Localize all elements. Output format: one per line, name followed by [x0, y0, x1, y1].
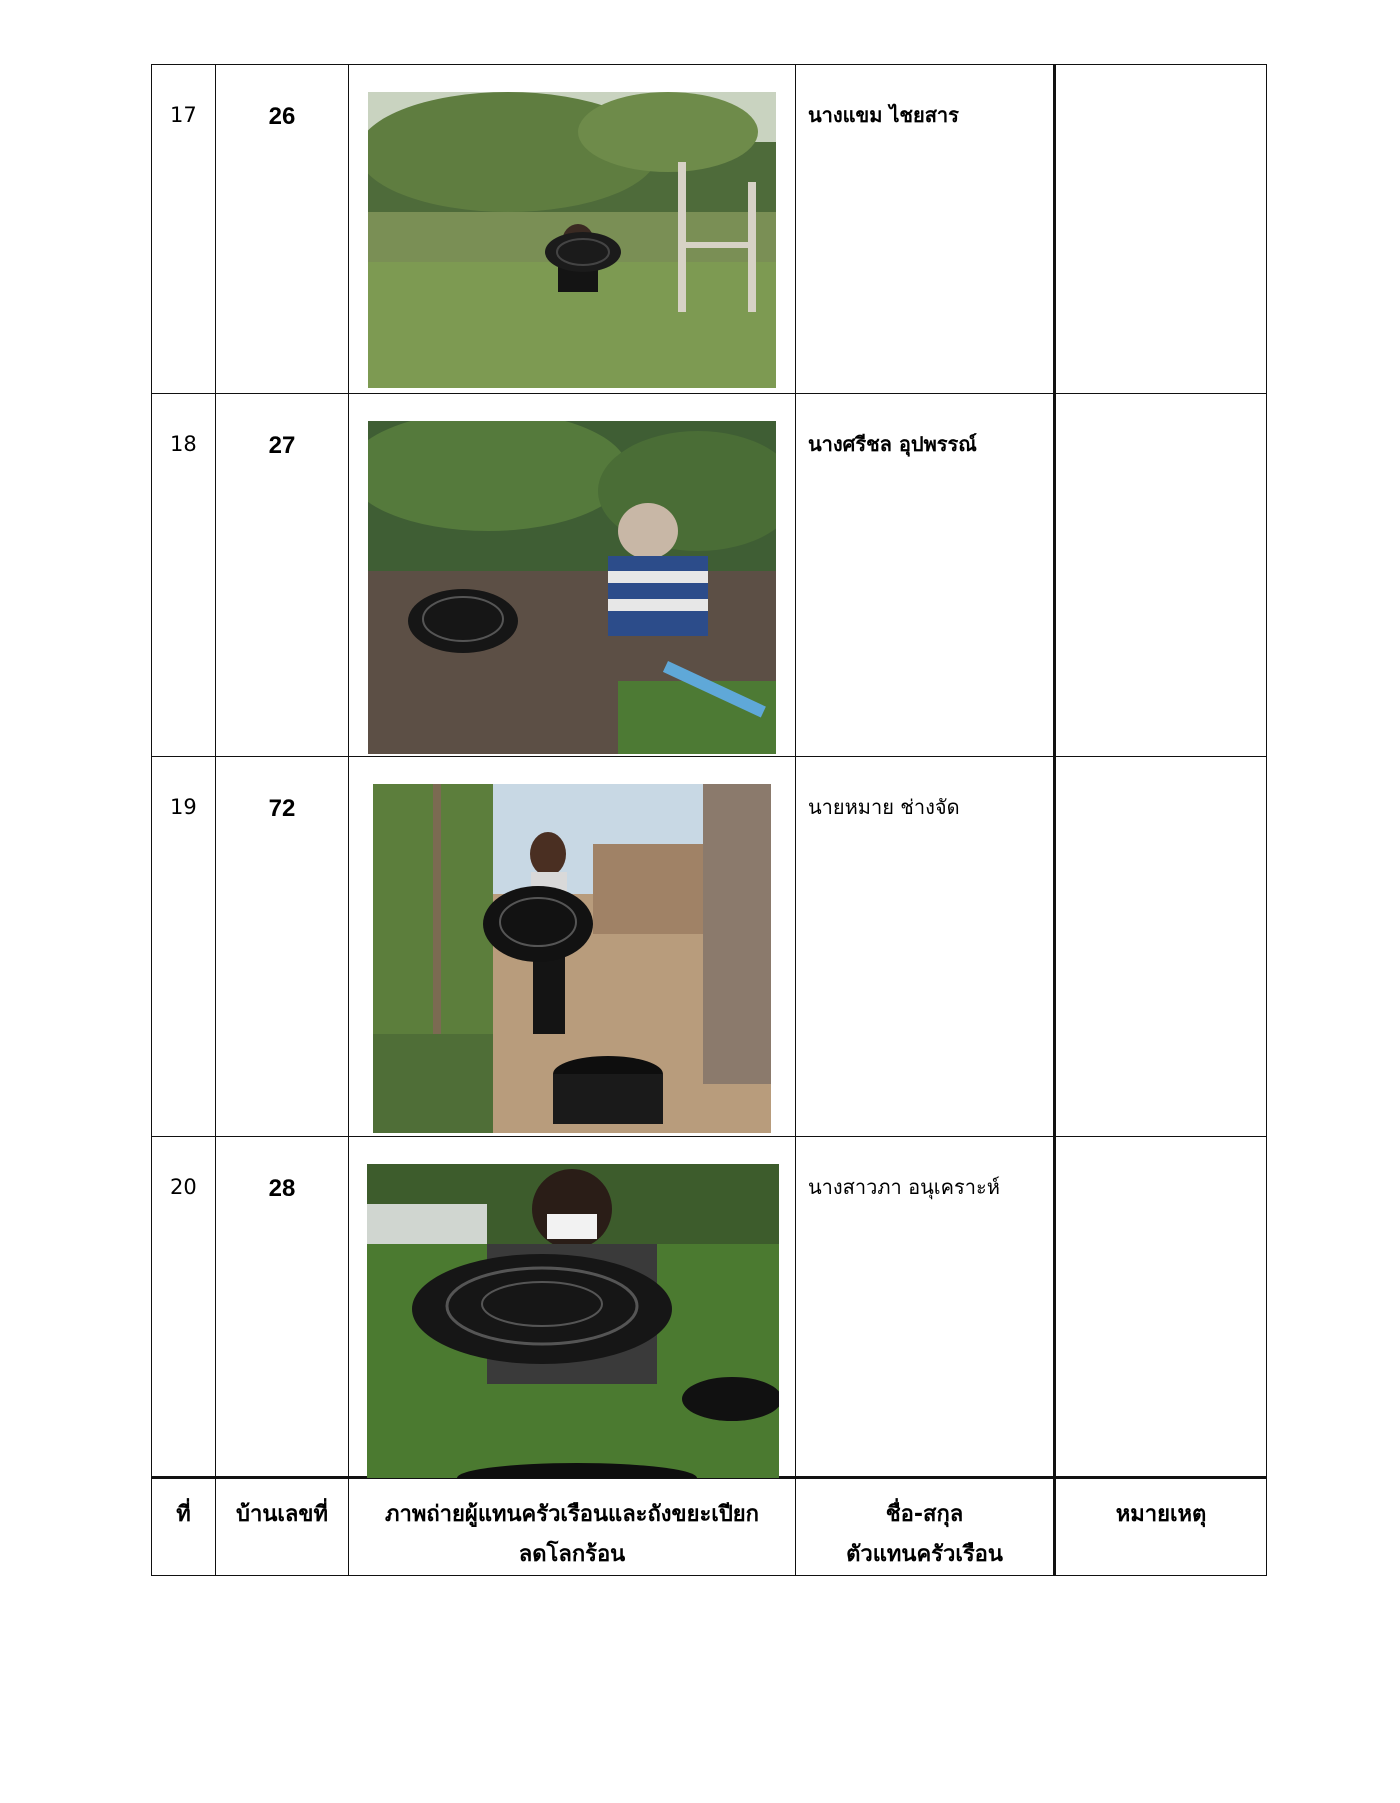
remark-cell — [1055, 757, 1267, 1137]
header-remark: หมายเหตุ — [1055, 1478, 1267, 1576]
row-number: 18 — [152, 394, 216, 757]
name-cell: นางแขม ไชยสาร — [796, 65, 1055, 394]
table-row — [152, 394, 1267, 757]
remark-cell — [1055, 65, 1267, 394]
house-number: 28 — [216, 1137, 349, 1478]
table-row — [152, 1137, 1267, 1478]
table-row — [152, 65, 1267, 394]
house-number: 26 — [216, 65, 349, 394]
household-photo — [367, 1164, 779, 1478]
header-photo — [349, 1478, 796, 1576]
photo-cell — [349, 757, 796, 1137]
name-cell: นายหมาย ช่างจัด — [796, 757, 1055, 1137]
house-number: 27 — [216, 394, 349, 757]
header-name — [796, 1478, 1055, 1576]
remark-cell — [1055, 1137, 1267, 1478]
table-header-row — [152, 1478, 1267, 1576]
row-number: 20 — [152, 1137, 216, 1478]
header-name-line1: ชื่อ-สกุล — [885, 1502, 964, 1527]
photo-cell — [349, 394, 796, 757]
remark-cell — [1055, 394, 1267, 757]
photo-cell — [349, 65, 796, 394]
name-cell: นางสาวภา อนุเคราะห์ — [796, 1137, 1055, 1478]
household-table — [151, 64, 1267, 1576]
household-photo — [368, 421, 776, 754]
header-photo-line1: ภาพถ่ายผู้แทนครัวเรือนและถังขยะเปียก — [385, 1502, 759, 1527]
header-house-number: บ้านเลขที่ — [216, 1478, 349, 1576]
household-photo — [368, 92, 776, 388]
header-name-line2: ตัวแทนครัวเรือน — [846, 1542, 1003, 1567]
household-photo — [373, 784, 771, 1133]
name-cell: นางศรีชล อุปพรรณ์ — [796, 394, 1055, 757]
row-number: 17 — [152, 65, 216, 394]
header-photo-line2: ลดโลกร้อน — [518, 1542, 626, 1567]
table-row — [152, 757, 1267, 1137]
house-number: 72 — [216, 757, 349, 1137]
photo-cell — [349, 1137, 796, 1478]
header-no: ที่ — [152, 1478, 216, 1576]
row-number: 19 — [152, 757, 216, 1137]
